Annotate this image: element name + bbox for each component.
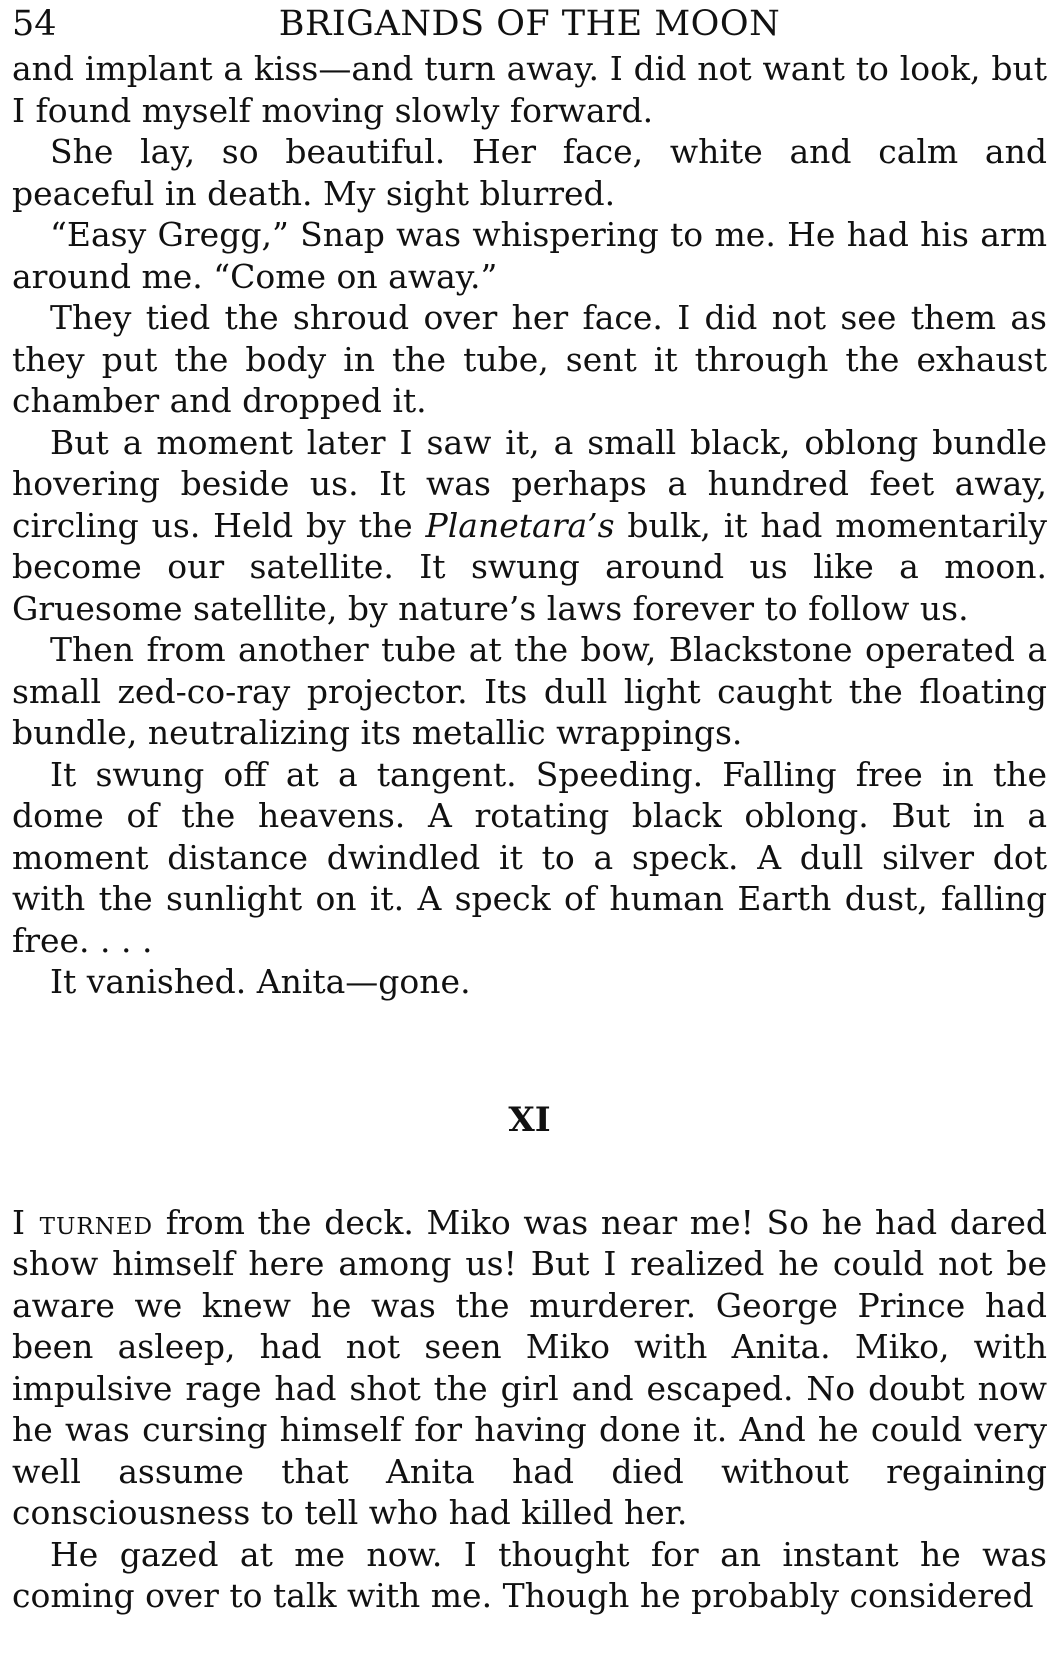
page-number: 54 — [12, 4, 57, 44]
ship-name: Planetara’s — [425, 505, 615, 545]
section-one — [12, 48, 1047, 1003]
chapter-heading: XI — [508, 1099, 551, 1140]
chapter-spacer — [12, 1003, 1047, 1098]
paragraph-text: But a moment later I saw it, a small black, oblong bundle hovering beside us. It was perhaps a hundred feet away, circling us. Held by the — [12, 422, 1047, 545]
paragraph: It swung off at a tangent. Speeding. Falling free in the dome of the heavens. A rotating black oblong. But in a moment distance dwindled it to a speck. A dull silver dot with the sunlight on it. A speck of human Earth dust, falling free. . . . — [12, 754, 1047, 960]
paragraph: It vanished. Anita—gone. — [50, 962, 471, 1001]
running-head — [12, 0, 1047, 48]
paragraph: She lay, so beautiful. Her face, white and calm and peaceful in death. My sight blurred. — [12, 132, 1047, 213]
paragraph: Then from another tube at the bow, Blackstone operated a small zed-co-ray projector. Its dull light caught the floating bundle, neutralizing its metallic wrappings. — [12, 630, 1047, 752]
paragraph-text: bulk, it had momentarily become our satellite. It swung around us like a moon. Gruesome satellite, by nature’s laws forever to follow us. — [12, 505, 1047, 628]
paragraph: They tied the shroud over her face. I did not see them as they put the body in the tube, sent it through the exhaust chamber and dropped it. — [12, 298, 1047, 420]
section-two — [12, 1202, 1047, 1617]
book-page — [12, 0, 1047, 1617]
opening-words: I turned — [12, 1202, 154, 1242]
paragraph: “Easy Gregg,” Snap was whispering to me. He had his arm around me. “Come on away.” — [12, 215, 1047, 296]
book-title: BRIGANDS OF THE MOON — [278, 4, 781, 44]
chapter-opening-paragraph — [12, 1202, 1047, 1534]
chapter-spacer — [12, 1142, 1047, 1202]
paragraph-text: from the deck. Miko was near me! So he had dared show himself here among us! But I realized he could not be aware we knew he was the murderer. George Prince had been asleep, had not seen Miko with Anita. Miko, with impulsive rage had shot the girl and escaped. No doubt now he was cursing himself for having done it. And he could very well assume that Anita had died without regaining consciousness to tell who had killed her. — [12, 1202, 1047, 1532]
paragraph: He gazed at me now. I thought for an instant he was coming over to talk with me. Though he probably considered — [12, 1534, 1047, 1615]
paragraph — [12, 422, 1047, 630]
paragraph-continued: and implant a kiss—and turn away. I did not want to look, but I found myself moving slowly forward. — [12, 49, 1047, 130]
